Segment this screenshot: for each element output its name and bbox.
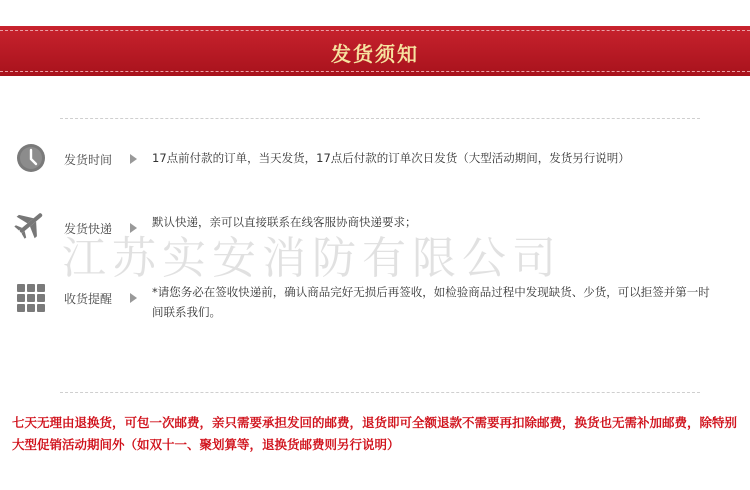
- divider-bottom: [60, 392, 700, 393]
- header-banner: [0, 26, 750, 76]
- row-label-courier: 发货快递: [64, 222, 113, 236]
- banner-stitch-bottom: [0, 71, 750, 72]
- row-label-shipping-time: 发货时间: [64, 153, 113, 167]
- row-text-courier: 默认快递，亲可以直接联系在线客服协商快递要求；: [152, 215, 417, 229]
- row-label-receipt-reminder: 收货提醒: [64, 292, 113, 306]
- arrow-icon: [130, 293, 137, 303]
- airplane-icon: [14, 206, 48, 240]
- watermark-text: 江苏实安消防有限公司: [62, 233, 562, 284]
- grid-icon: [14, 281, 48, 315]
- row-text-shipping-time: 17点前付款的订单，当天发货，17点后付款的订单次日发货（大型活动期间，发货另行说明）: [152, 151, 630, 165]
- clock-icon: [14, 141, 48, 175]
- banner-stitch-top: [0, 30, 750, 31]
- divider-top: [60, 118, 700, 119]
- banner-title: 发货须知: [331, 42, 419, 66]
- row-text-receipt-reminder: *请您务必在签收快递前，确认商品完好无损后再签收，如检验商品过程中发现缺货、少货，可以拒签并第一时间联系我们。: [152, 285, 710, 319]
- arrow-icon: [130, 154, 137, 164]
- return-policy-notice: 七天无理由退换货，可包一次邮费，亲只需要承担发回的邮费，退货即可全额退款不需要再扣除邮费，换货也无需补加邮费，除特别大型促销活动期间外（如双十一、聚划算等，退换货邮费则另行说明）: [12, 415, 738, 452]
